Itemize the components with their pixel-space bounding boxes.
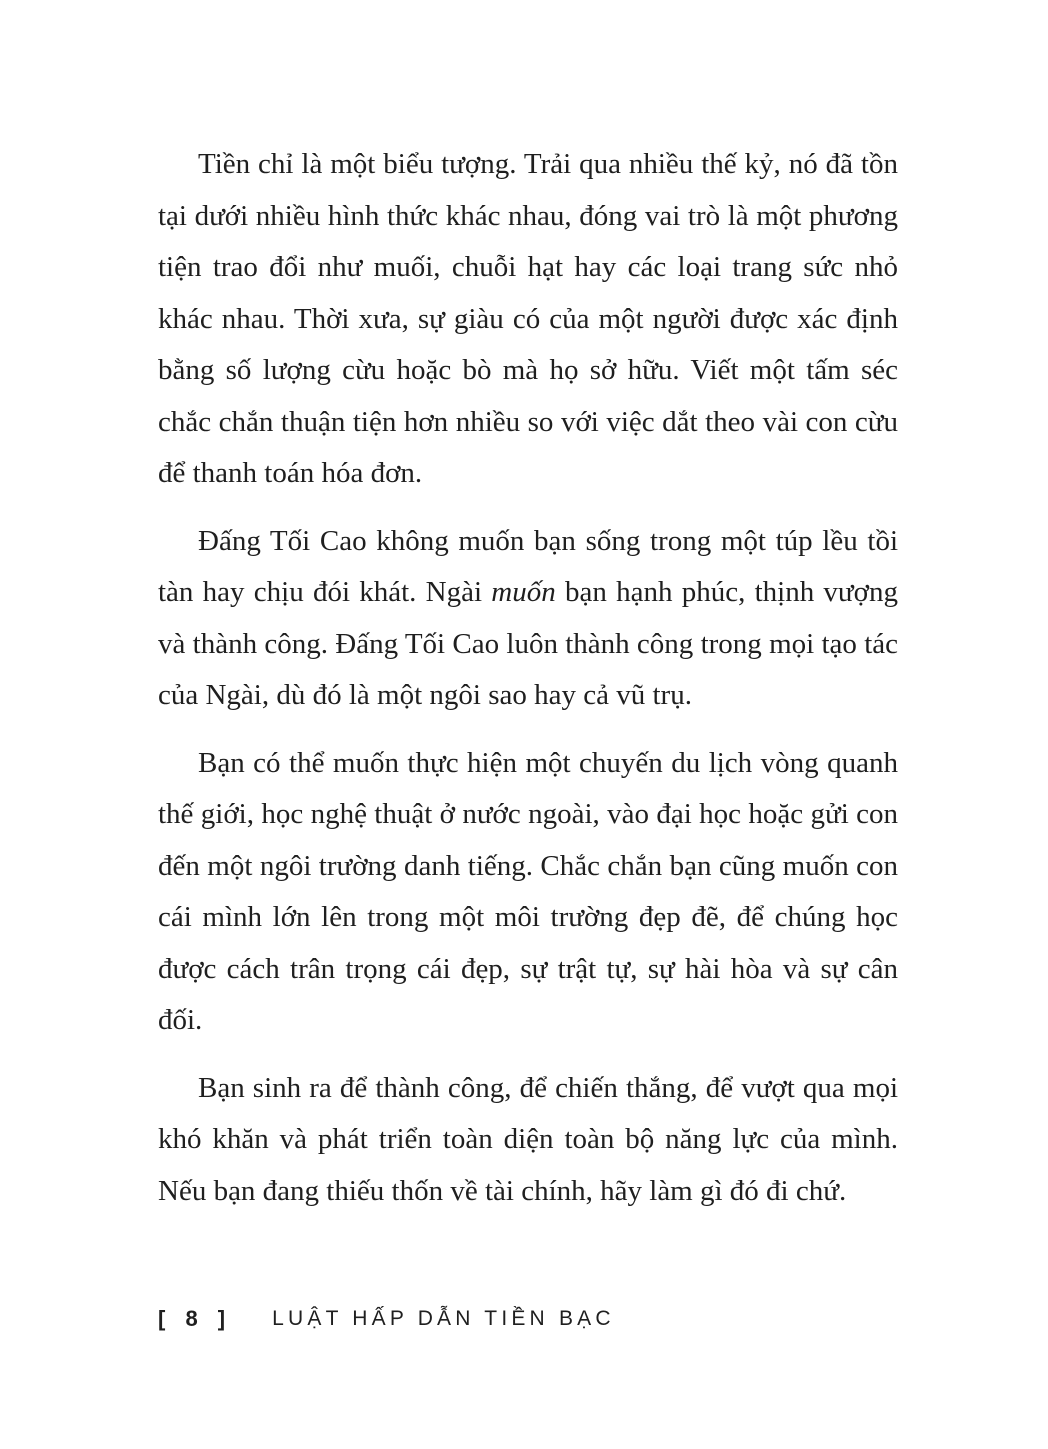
- paragraph-2-text-start: Đấng Tối Cao không muốn bạn sống trong một túp lều tồi tàn hay chịu đói khát. Ngài: [158, 524, 898, 608]
- running-title: LUẬT HẤP DẪN TIỀN BẠC: [272, 1307, 615, 1330]
- paragraph-2-text-end: bạn hạnh phúc, thịnh vượng và thành công. Đấng Tối Cao luôn thành công trong mọi tạo tác của Ngài, dù đó là một ngôi sao hay cả vũ trụ.: [158, 576, 898, 711]
- paragraph-4-text: Bạn sinh ra để thành công, để chiến thắng, để vượt qua mọi khó khăn và phát triển toàn diện toàn bộ năng lực của mình. Nếu bạn đang thiếu thốn về tài chính, hãy làm gì đó đi chứ.: [158, 1071, 898, 1207]
- body-text: [158, 139, 898, 1233]
- paragraph-2: [158, 516, 898, 722]
- page-footer: [158, 1306, 615, 1332]
- page-number: [ 8 ]: [158, 1306, 233, 1331]
- paragraph-1-text: Tiền chỉ là một biểu tượng. Trải qua nhiều thế kỷ, nó đã tồn tại dưới nhiều hình thức khác nhau, đóng vai trò là một phương tiện trao đổi như muối, chuỗi hạt hay các loại trang sức nhỏ khác nhau. Thời xưa, sự giàu có của một người được xác định bằng số lượng cừu hoặc bò mà họ sở hữu. Viết một tấm séc chắc chắn thuận tiện hơn nhiều so với việc dắt theo vài con cừu để thanh toán hóa đơn.: [158, 148, 898, 489]
- paragraph-2-emphasis: muốn: [491, 576, 556, 608]
- paragraph-3: [158, 738, 898, 1047]
- paragraph-3-text: Bạn có thể muốn thực hiện một chuyến du lịch vòng quanh thế giới, học nghệ thuật ở nước ngoài, vào đại học hoặc gửi con đến một ngôi trường danh tiếng. Chắc chắn bạn cũng muốn con cái mình lớn lên trong một môi trường đẹp đẽ, để chúng học được cách trân trọng cái đẹp, sự trật tự, sự hài hòa và sự cân đối.: [158, 746, 898, 1036]
- paragraph-4: [158, 1063, 898, 1218]
- paragraph-1: [158, 139, 898, 500]
